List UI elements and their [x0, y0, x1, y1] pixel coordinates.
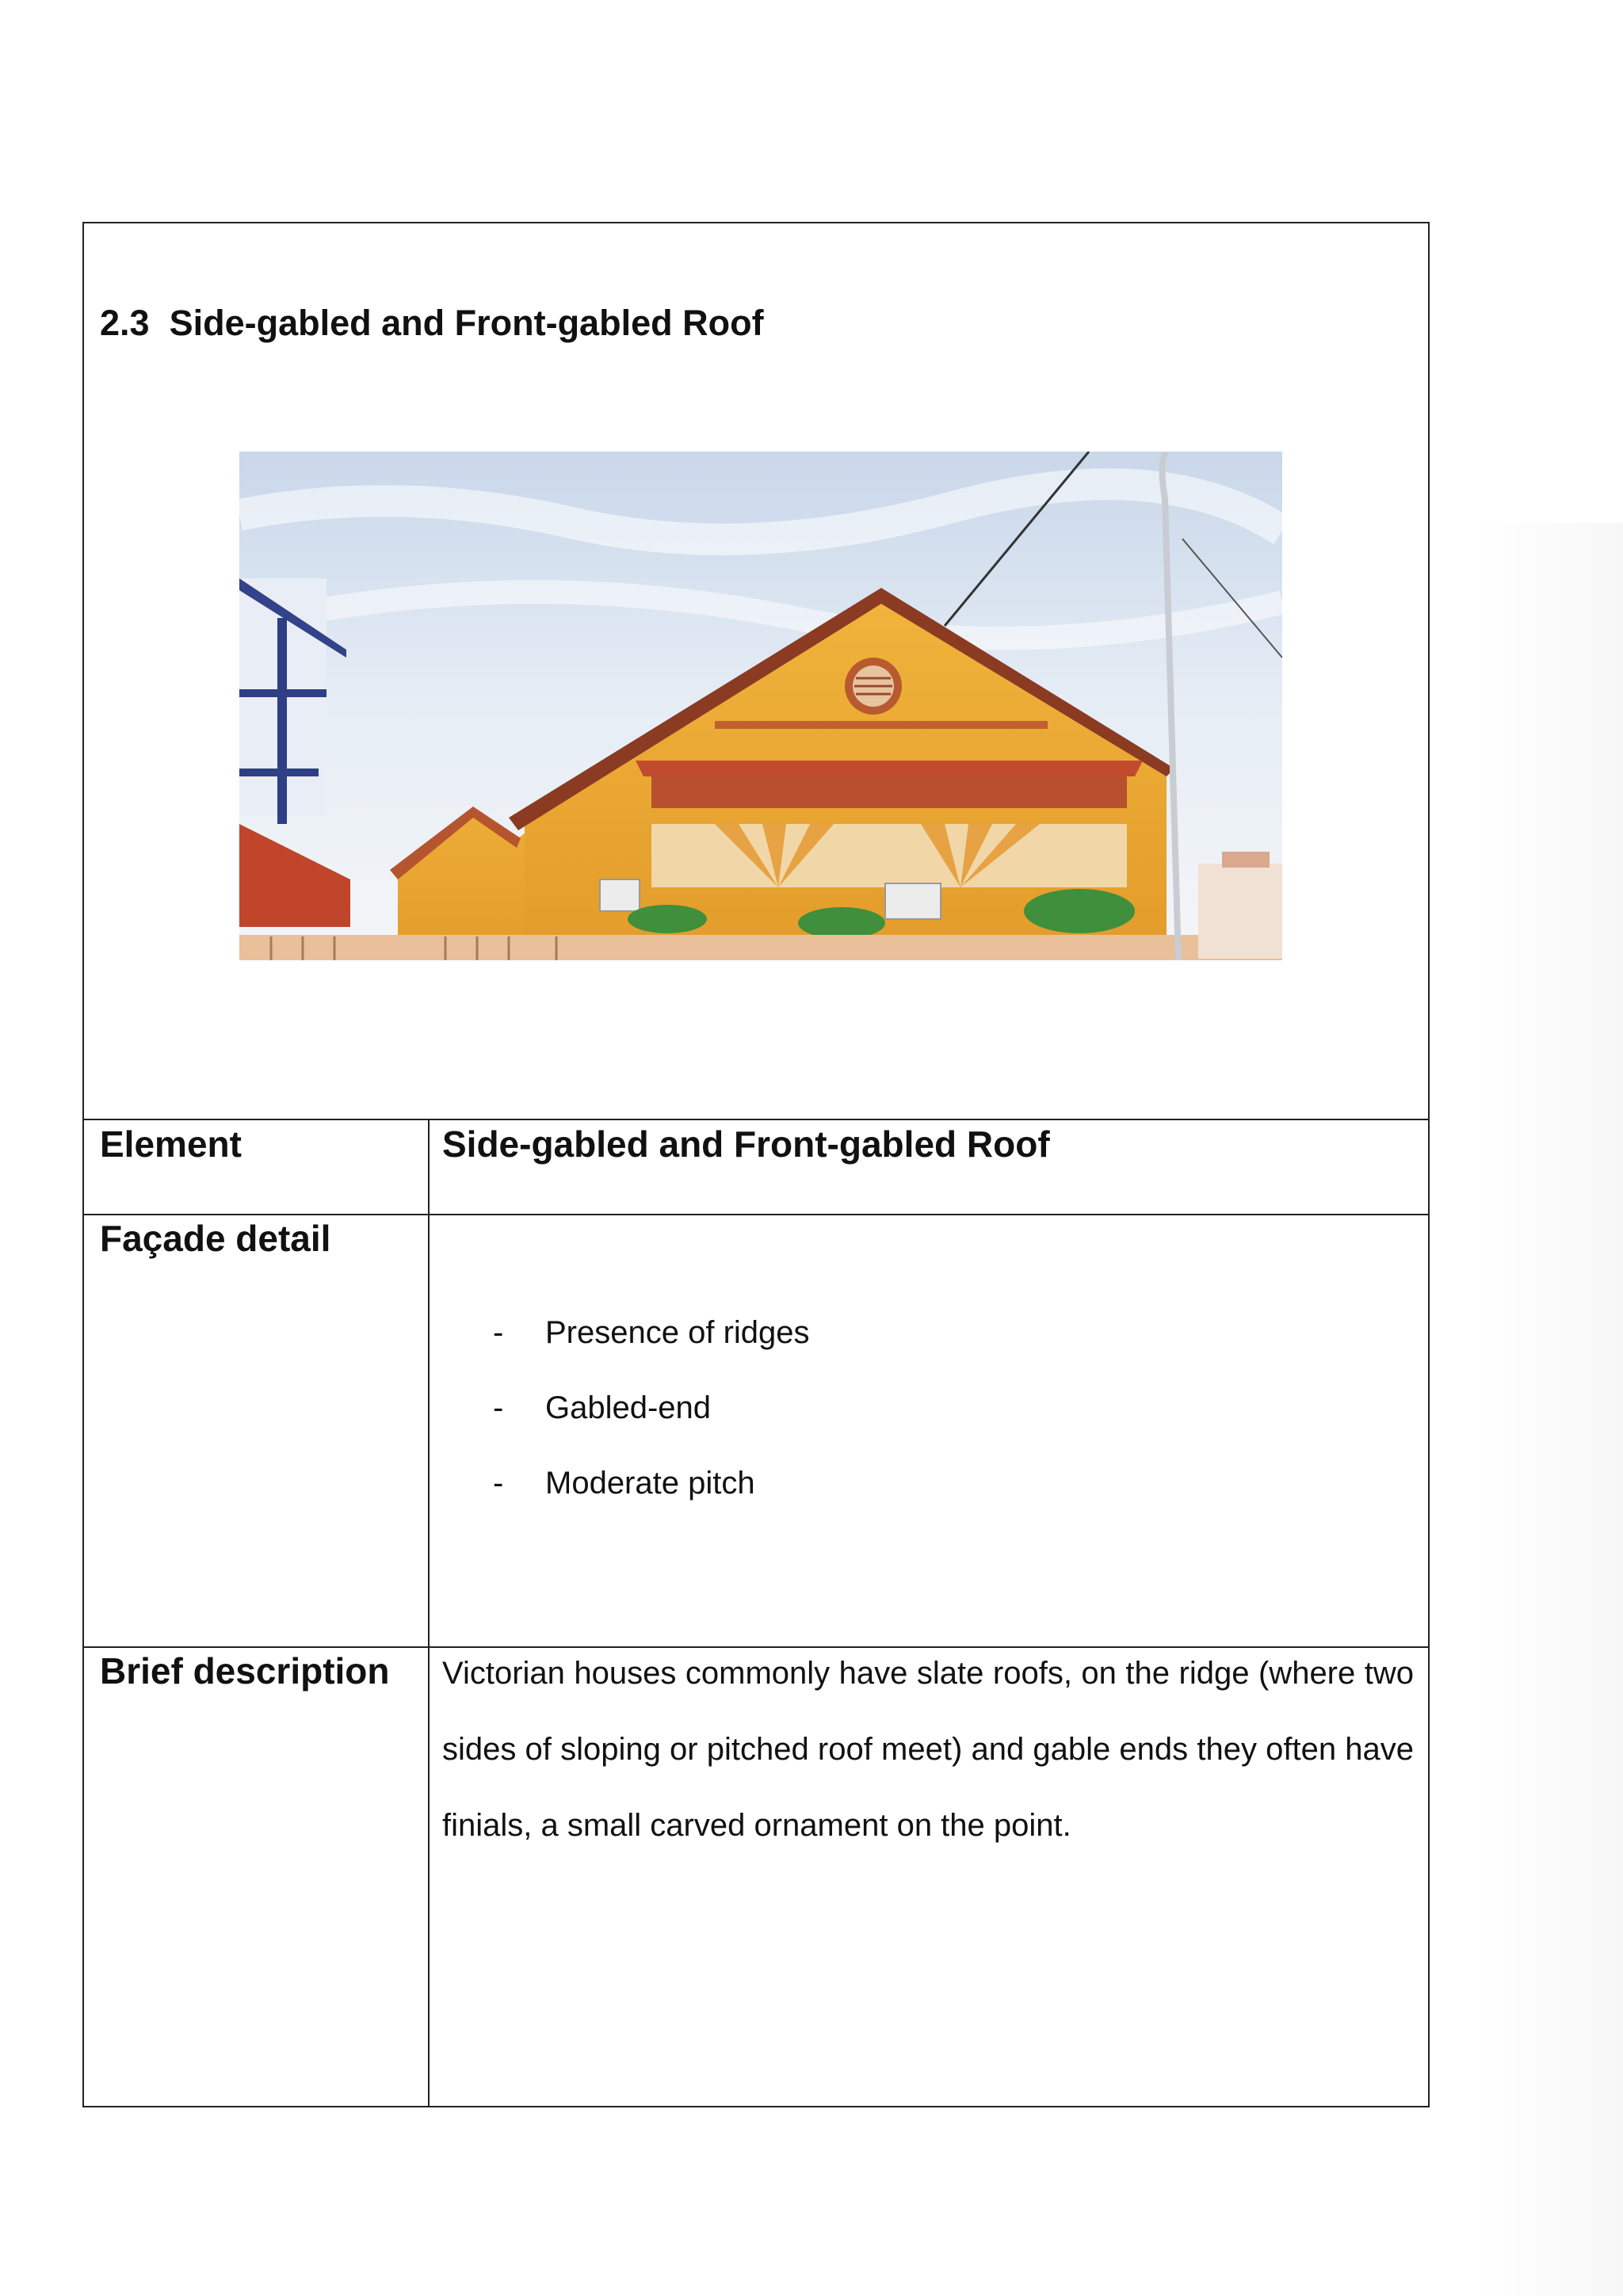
house-photo: [239, 452, 1282, 960]
element-value: Side-gabled and Front-gabled Roof: [442, 1123, 1050, 1165]
page-edge-shadow: [1474, 523, 1623, 2296]
roof-element-table: [82, 222, 1430, 2107]
list-item-text: Gabled-end: [545, 1390, 712, 1425]
brief-description-label: Brief description: [100, 1650, 390, 1691]
list-item-text: Moderate pitch: [545, 1466, 755, 1501]
brief-description-text: Victorian houses commonly have slate roofs, on the ridge (where two sides of sloping or pitched roof meet) and gable ends they often have finials, a small carved ornament on the point.: [442, 1656, 1414, 1843]
bullet-dash: -: [493, 1390, 504, 1425]
row-divider: [84, 1214, 1428, 1215]
section-title: Side-gabled and Front-gabled Roof: [169, 303, 764, 343]
bullet-dash: -: [493, 1466, 504, 1501]
row-divider: [84, 1119, 1428, 1120]
section-number: 2.3: [100, 303, 150, 343]
column-divider: [428, 1119, 430, 2107]
facade-detail-label: Façade detail: [100, 1218, 331, 1259]
list-item-text: Presence of ridges: [545, 1315, 810, 1350]
element-label: Element: [100, 1123, 242, 1165]
section-heading: [100, 303, 764, 344]
bullet-dash: -: [493, 1315, 504, 1350]
